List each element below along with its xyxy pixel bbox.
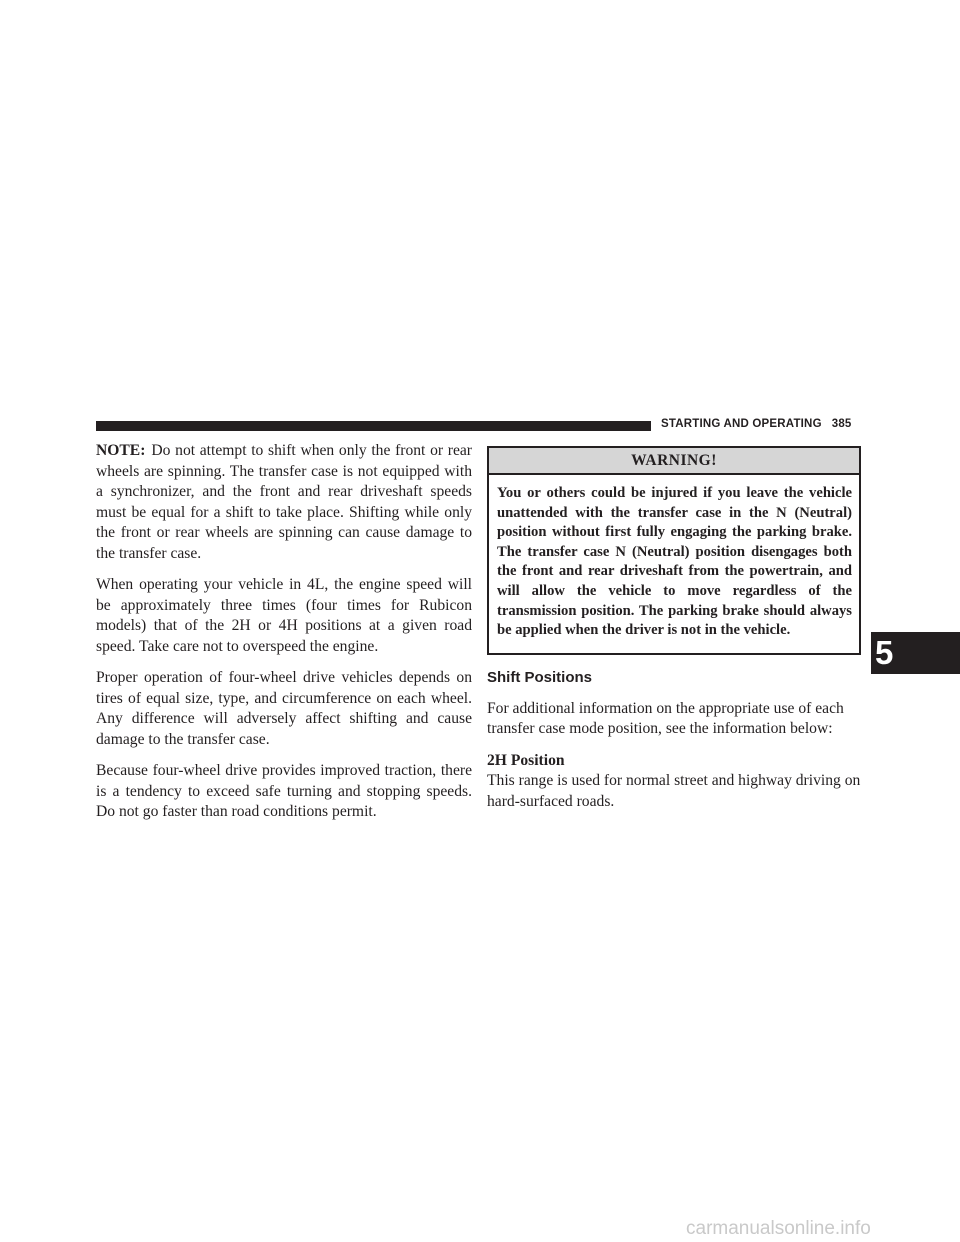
right-column (487, 668, 863, 812)
chapter-tab (871, 632, 960, 674)
sub-heading-2h-position: 2H Position (487, 751, 565, 769)
section-heading-shift-positions: Shift Positions (487, 669, 592, 686)
paragraph-4l-speed: When operating your vehicle in 4L, the engine speed will be approximately three times (four times for Rubicon models) that of the 2H or 4H positions at a given road speed. Take care not to overspeed the engine. (96, 576, 472, 655)
chapter-number: 5 (875, 634, 894, 671)
paragraph-traction: Because four-wheel drive provides improved traction, there is a tendency to exceed safe turning and stopping speeds. Do not go faster than road conditions permit. (96, 762, 472, 820)
note-text: Do not attempt to shift when only the front or rear wheels are spinning. The transfer case is not equipped with a synchronizer, and the front and rear driveshaft speeds must be equal for a shift to take place. Shifting while only the front or rear wheels are spinning can cause damage to the transfer case. (96, 442, 472, 562)
section-title: STARTING AND OPERATING (661, 418, 822, 430)
note-paragraph (96, 441, 472, 564)
warning-text: You or others could be injured if you leave the vehicle unattended with the transfer case in the N (Neutral) position without first fully engaging the parking brake. The transfer case N (Neutral) position disengages both the front and rear driveshaft from the powertrain, and will allow the vehicle to move regardless of the transmission position. The parking brake should always be applied when the driver is not in the vehicle. (497, 485, 852, 639)
shift-positions-intro: For additional information on the appropriate use of each transfer case mode position, see the information below: (487, 699, 844, 737)
warning-box (487, 446, 861, 655)
watermark: carmanualsonline.info (686, 1218, 871, 1239)
2h-position-text: This range is used for normal street and highway driving on hard-surfaced roads. (487, 772, 861, 810)
warning-title: WARNING! (489, 448, 859, 475)
left-column (96, 441, 472, 834)
note-label: NOTE: (96, 442, 146, 459)
running-header (661, 418, 852, 430)
paragraph-tires: Proper operation of four-wheel drive vehicles depends on tires of equal size, type, and circumference on each wheel. Any difference will adversely affect shifting and cause damage to the transfer case. (96, 669, 472, 748)
header-rule (96, 421, 651, 431)
page-number: 385 (831, 418, 852, 430)
